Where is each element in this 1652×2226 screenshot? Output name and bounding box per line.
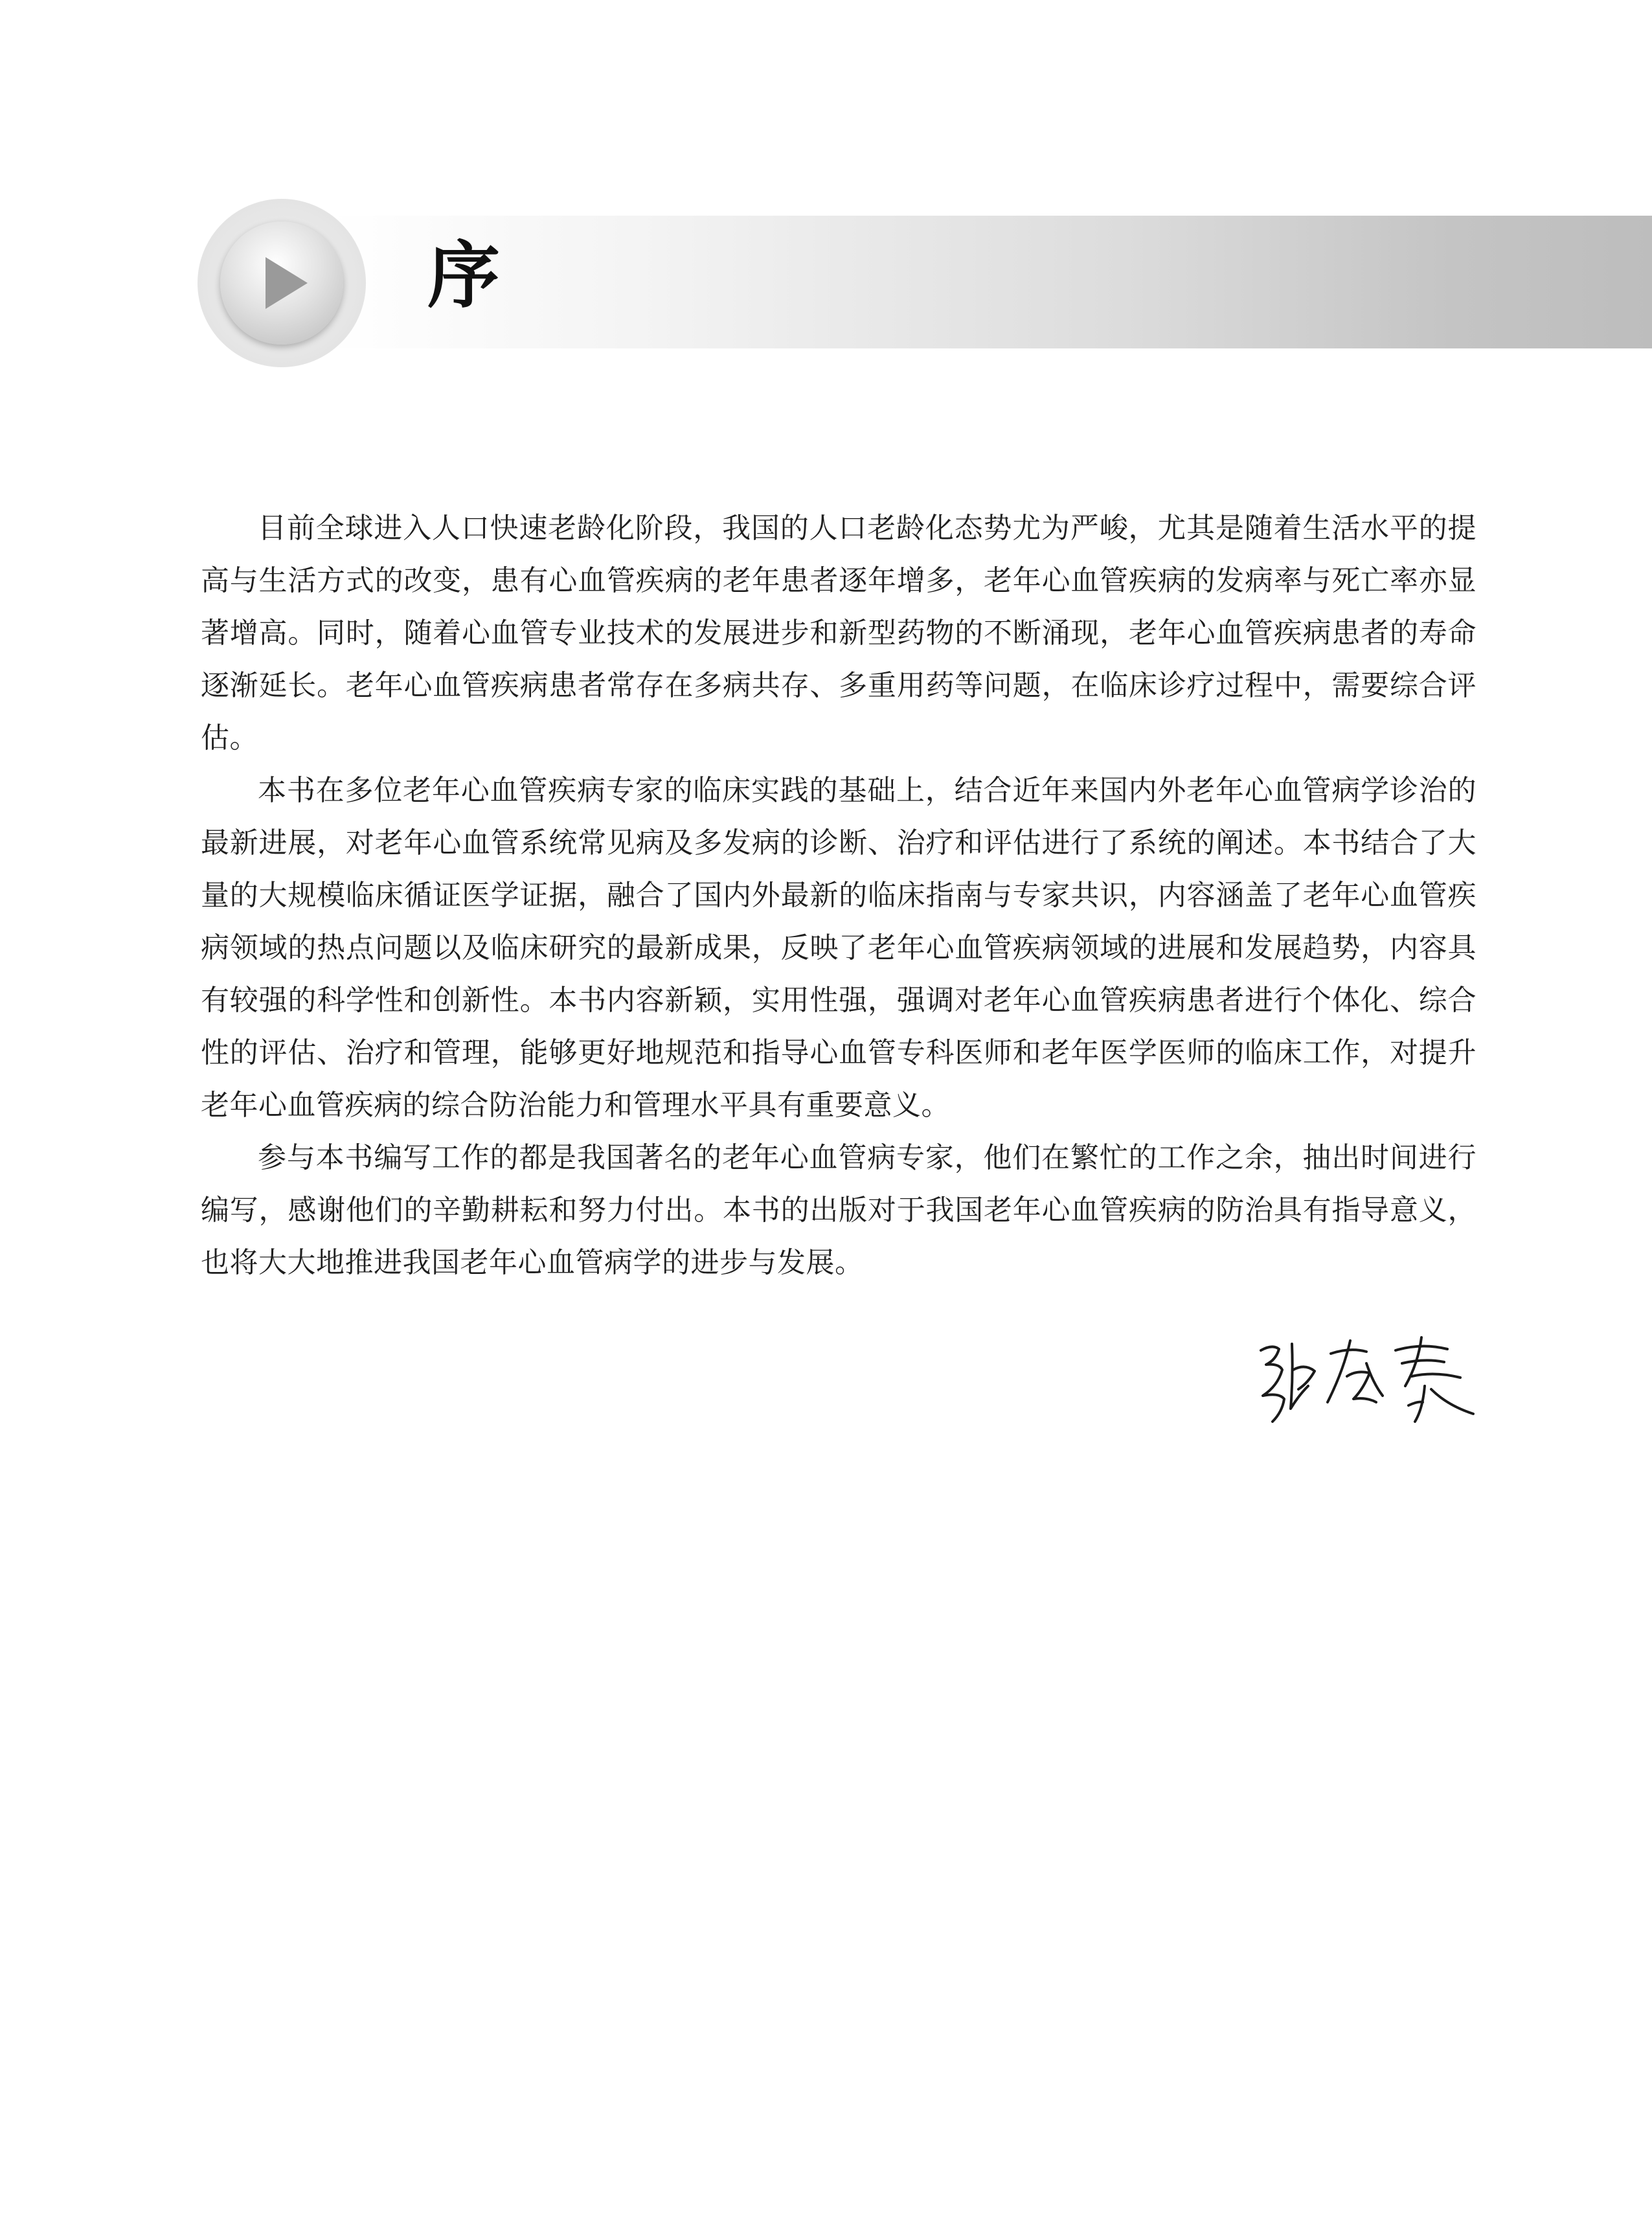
paragraph-3: 参与本书编写工作的都是我国著名的老年心血管病专家，他们在繁忙的工作之余，抽出时间进行编写，感谢他们的辛勤耕耘和努力付出。本书的出版对于我国老年心血管疾病的防治具有指导意义，也将大大地推进我国老年心血管病学的进步与发展。 — [201, 1141, 1477, 1279]
paragraph-2: 本书在多位老年心血管疾病专家的临床实践的基础上，结合近年来国内外老年心血管病学诊治的最新进展，对老年心血管系统常见病及多发病的诊断、治疗和评估进行了系统的阐述。本书结合了大量的大规模临床循证医学证据，融合了国内外最新的临床指南与专家共识，内容涵盖了老年心血管疾病领域的热点问题以及临床研究的最新成果，反映了老年心血管疾病领域的进展和发展趋势，内容具有较强的科学性和创新性。本书内容新颖，实用性强，强调对老年心血管疾病患者进行个体化、综合性的评估、治疗和管理，能够更好地规范和指导心血管专科医师和老年医学医师的临床工作，对提升老年心血管疾病的综合防治能力和管理水平具有重要意义。 — [201, 774, 1477, 1122]
handwritten-signature — [1253, 1324, 1480, 1435]
preface-body — [201, 502, 1477, 1289]
paragraph-1: 目前全球进入人口快速老龄化阶段，我国的人口老龄化态势尤为严峻，尤其是随着生活水平的提高与生活方式的改变，患有心血管疾病的老年患者逐年增多，老年心血管疾病的发病率与死亡率亦显著增高。同时，随着心血管专业技术的发展进步和新型药物的不断涌现，老年心血管疾病患者的寿命逐渐延长。老年心血管疾病患者常存在多病共存、多重用药等问题，在临床诊疗过程中，需要综合评估。 — [201, 512, 1477, 755]
play-icon — [220, 221, 343, 345]
play-triangle-icon — [220, 221, 343, 345]
page-title: 序 — [427, 233, 500, 318]
title-band — [330, 216, 1652, 348]
